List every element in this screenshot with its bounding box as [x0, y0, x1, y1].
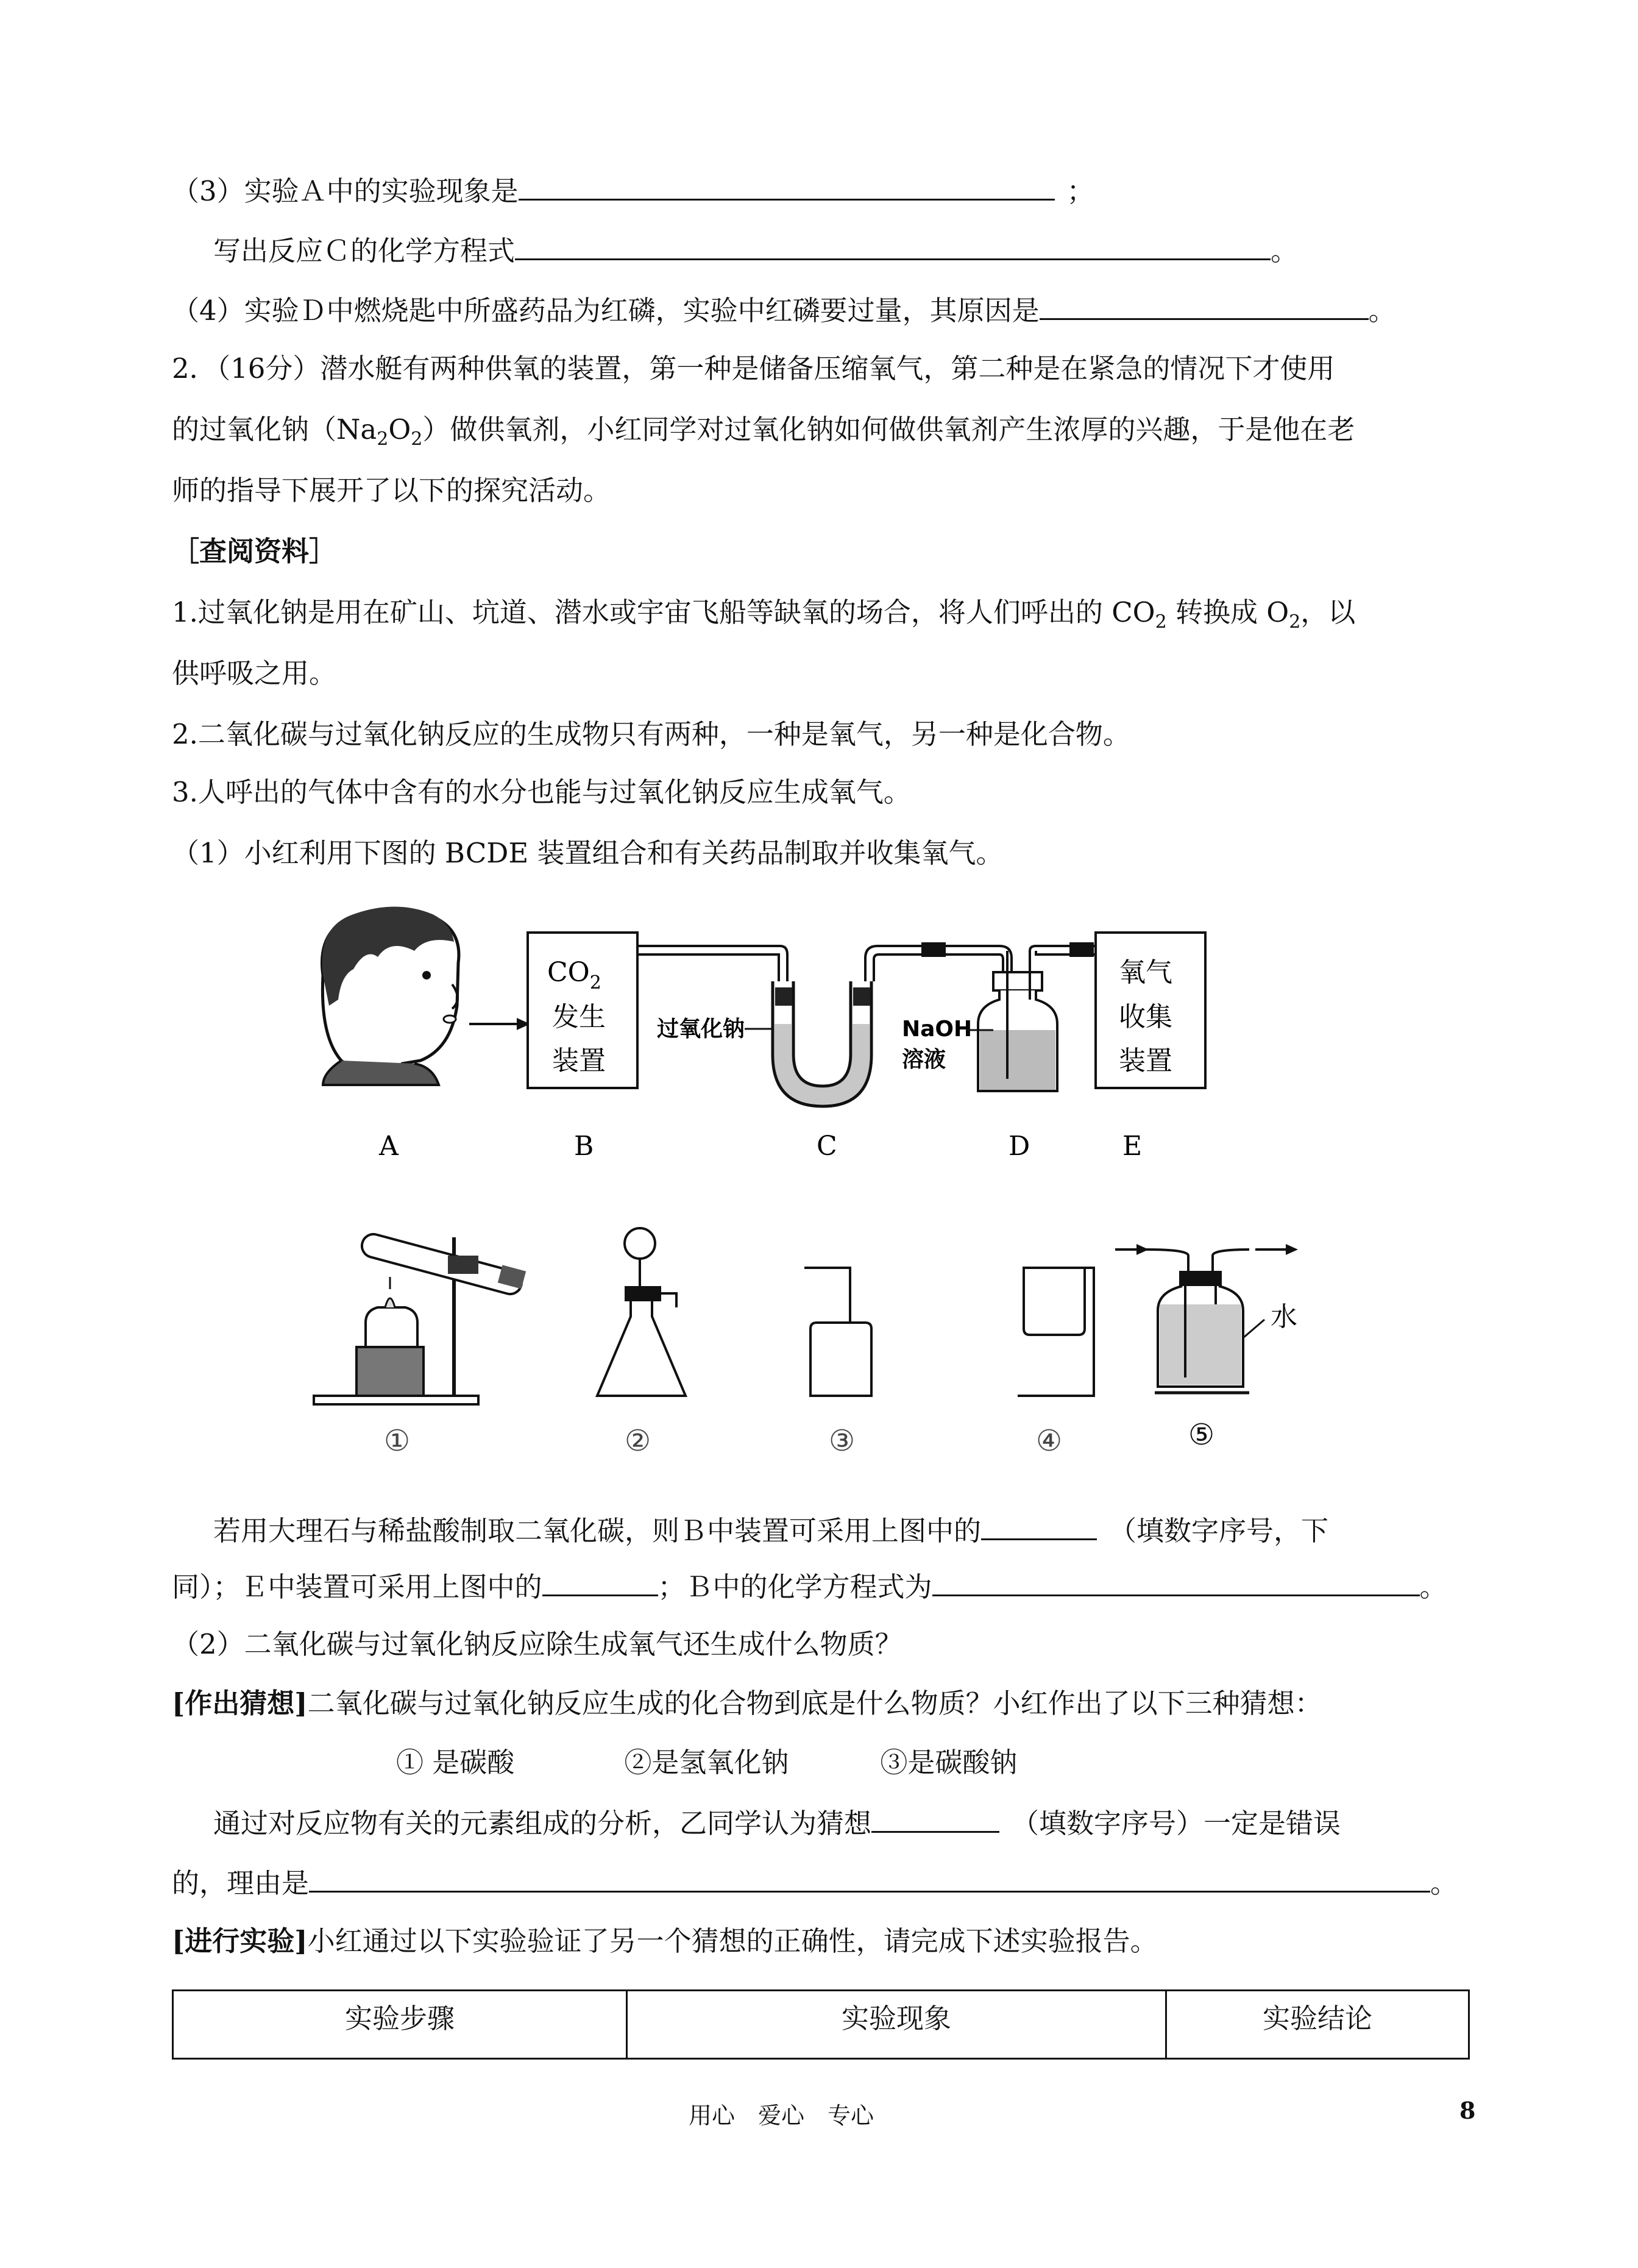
q3-line1-prefix: （3）实验Ａ中的实验现象是 [172, 175, 519, 207]
number-3: ③ [829, 1424, 856, 1458]
question-b-line2-c: 。 [1419, 1571, 1447, 1603]
subscript: 2 [377, 428, 389, 450]
experiment-line [172, 1923, 1158, 1960]
naoh-label-2: 溶液 [902, 1047, 946, 1072]
box-b-line2: 发生 [552, 1001, 606, 1033]
label-e: E [1122, 1131, 1143, 1162]
question-b-line2-a: 同）；Ｅ中装置可采用上图中的 [172, 1571, 542, 1603]
research-item1-b: 转换成 O [1166, 596, 1289, 628]
q3-line2-suffix: 。 [1271, 235, 1299, 267]
research-item1-c: ，以 [1300, 596, 1356, 628]
q4-prefix: （4）实验Ｄ中燃烧匙中所盛药品为红磷，实验中红磷要过量，其原因是 [172, 294, 1040, 327]
guess-option-2: ②是氢氧化钠 [624, 1746, 789, 1779]
experiment-text: 小红通过以下实验验证了另一个猜想的正确性，请完成下述实验报告。 [307, 1925, 1158, 1957]
naoh-label-1: NaOH [902, 1017, 973, 1042]
q4-suffix: 。 [1368, 294, 1396, 327]
page-number: 8 [1459, 2097, 1476, 2124]
number-2: ② [625, 1424, 651, 1458]
analysis-line2 [172, 1864, 1458, 1902]
problem2-line2-c: ）做供氧剂，小红同学对过氧化钠如何做供氧剂产生浓厚的兴趣，于是他在老 [422, 413, 1355, 446]
problem2-line1: 2．（16分）潜水艇有两种供氧的装置，第一种是储备压缩氧气，第二种是在紧急的情况下才使用 [172, 352, 1335, 385]
question-b-line1-prefix: 若用大理石与稀盐酸制取二氧化碳，则Ｂ中装置可采用上图中的 [213, 1515, 982, 1547]
problem2-line2-b: O [388, 413, 411, 446]
analysis-line1-suffix: （填数字序号）一定是错误 [1012, 1807, 1341, 1840]
answer-blank[interactable] [871, 1804, 999, 1833]
research-item1-a: 1.过氧化钠是用在矿山、坑道、潜水或宇宙飞船等缺氧的场合，将人们呼出的 CO [172, 596, 1155, 628]
footer-motto: 用心 爱心 专心 [689, 2102, 874, 2129]
guess-options [396, 1744, 1017, 1781]
question-b-line1 [213, 1512, 1328, 1549]
analysis-line1-prefix: 通过对反应物有关的元素组成的分析，乙同学认为猜想 [213, 1807, 872, 1840]
answer-blank[interactable] [981, 1512, 1097, 1540]
research-sub1: （1）小红利用下图的 BCDE 装置组合和有关药品制取并收集氧气。 [172, 837, 1004, 869]
q3-line2-prefix: 写出反应Ｃ的化学方程式 [213, 235, 516, 267]
column-header-steps: 实验步骤 [173, 1991, 627, 2059]
apparatus-2-flask [597, 1228, 686, 1396]
box-b-line3: 装置 [552, 1045, 606, 1076]
analysis-line2-suffix: 。 [1430, 1867, 1458, 1899]
problem2-line2-a: 的过氧化钠（Na [172, 413, 377, 446]
number-5: ⑤ [1188, 1418, 1215, 1452]
apparatus-4-jar [1018, 1268, 1094, 1396]
question-b-line2 [172, 1568, 1447, 1605]
subscript: 2 [1289, 611, 1301, 633]
table-header-row [173, 1991, 1469, 2059]
analysis-line2-prefix: 的，理由是 [172, 1867, 310, 1899]
guess-text: 二氧化碳与过氧化钠反应生成的化合物到底是什么物质？小红作出了以下三种猜想： [307, 1687, 1322, 1719]
research-item1-cont: 供呼吸之用。 [172, 657, 337, 689]
label-b: B [574, 1131, 594, 1162]
research-item3: 3.人呼出的气体中含有的水分也能与过氧化钠反应生成氧气。 [172, 776, 911, 808]
sub2: （2）二氧化碳与过氧化钠反应除生成氧气还生成什么物质？ [172, 1628, 902, 1660]
water-label: 水 [1271, 1301, 1297, 1332]
number-4: ④ [1036, 1424, 1063, 1458]
person-icon [322, 907, 458, 1086]
box-e-line2: 收集 [1119, 1001, 1172, 1033]
subscript: 2 [411, 428, 423, 450]
question-b-line1-suffix: （填数字序号，下 [1109, 1515, 1329, 1547]
label-c: C [817, 1131, 837, 1162]
column-header-conclusion: 实验结论 [1166, 1991, 1469, 2059]
problem2-line3: 师的指导下展开了以下的探究活动。 [172, 474, 611, 507]
research-item2: 2.二氧化碳与过氧化钠反应的生成物只有两种，一种是氧气，另一种是化合物。 [172, 718, 1130, 750]
subscript: 2 [1155, 611, 1167, 633]
box-e-line3: 装置 [1119, 1045, 1172, 1076]
guess-line [172, 1685, 1322, 1722]
guess-heading: [作出猜想] [172, 1687, 308, 1719]
apparatus-3-jar [804, 1268, 871, 1396]
answer-blank[interactable] [542, 1568, 658, 1596]
experiment-heading: [进行实验] [172, 1925, 308, 1957]
q3-line1-suffix: ； [1066, 175, 1094, 207]
guess-option-3: ③是碳酸钠 [880, 1746, 1018, 1779]
research-heading: ［查阅资料］ [172, 535, 337, 567]
apparatus-1-heating [314, 1232, 526, 1404]
analysis-line1 [213, 1804, 1341, 1842]
number-1: ① [384, 1424, 411, 1458]
box-e-line1: 氧气 [1119, 957, 1172, 988]
answer-blank[interactable] [309, 1864, 1430, 1893]
question-b-line2-b: ；Ｂ中的化学方程式为 [658, 1571, 932, 1603]
label-a: A [379, 1131, 399, 1162]
column-header-phenomena: 实验现象 [627, 1991, 1166, 2059]
experiment-report-table [172, 1989, 1470, 2060]
sodium-peroxide-label: 过氧化钠 [657, 1017, 745, 1042]
label-d: D [1009, 1131, 1030, 1162]
answer-blank[interactable] [932, 1568, 1420, 1596]
box-b-line1: $CO_2$ [547, 957, 601, 994]
gas-washing-bottle [978, 942, 1103, 1091]
guess-option-1: ① 是碳酸 [396, 1746, 515, 1779]
